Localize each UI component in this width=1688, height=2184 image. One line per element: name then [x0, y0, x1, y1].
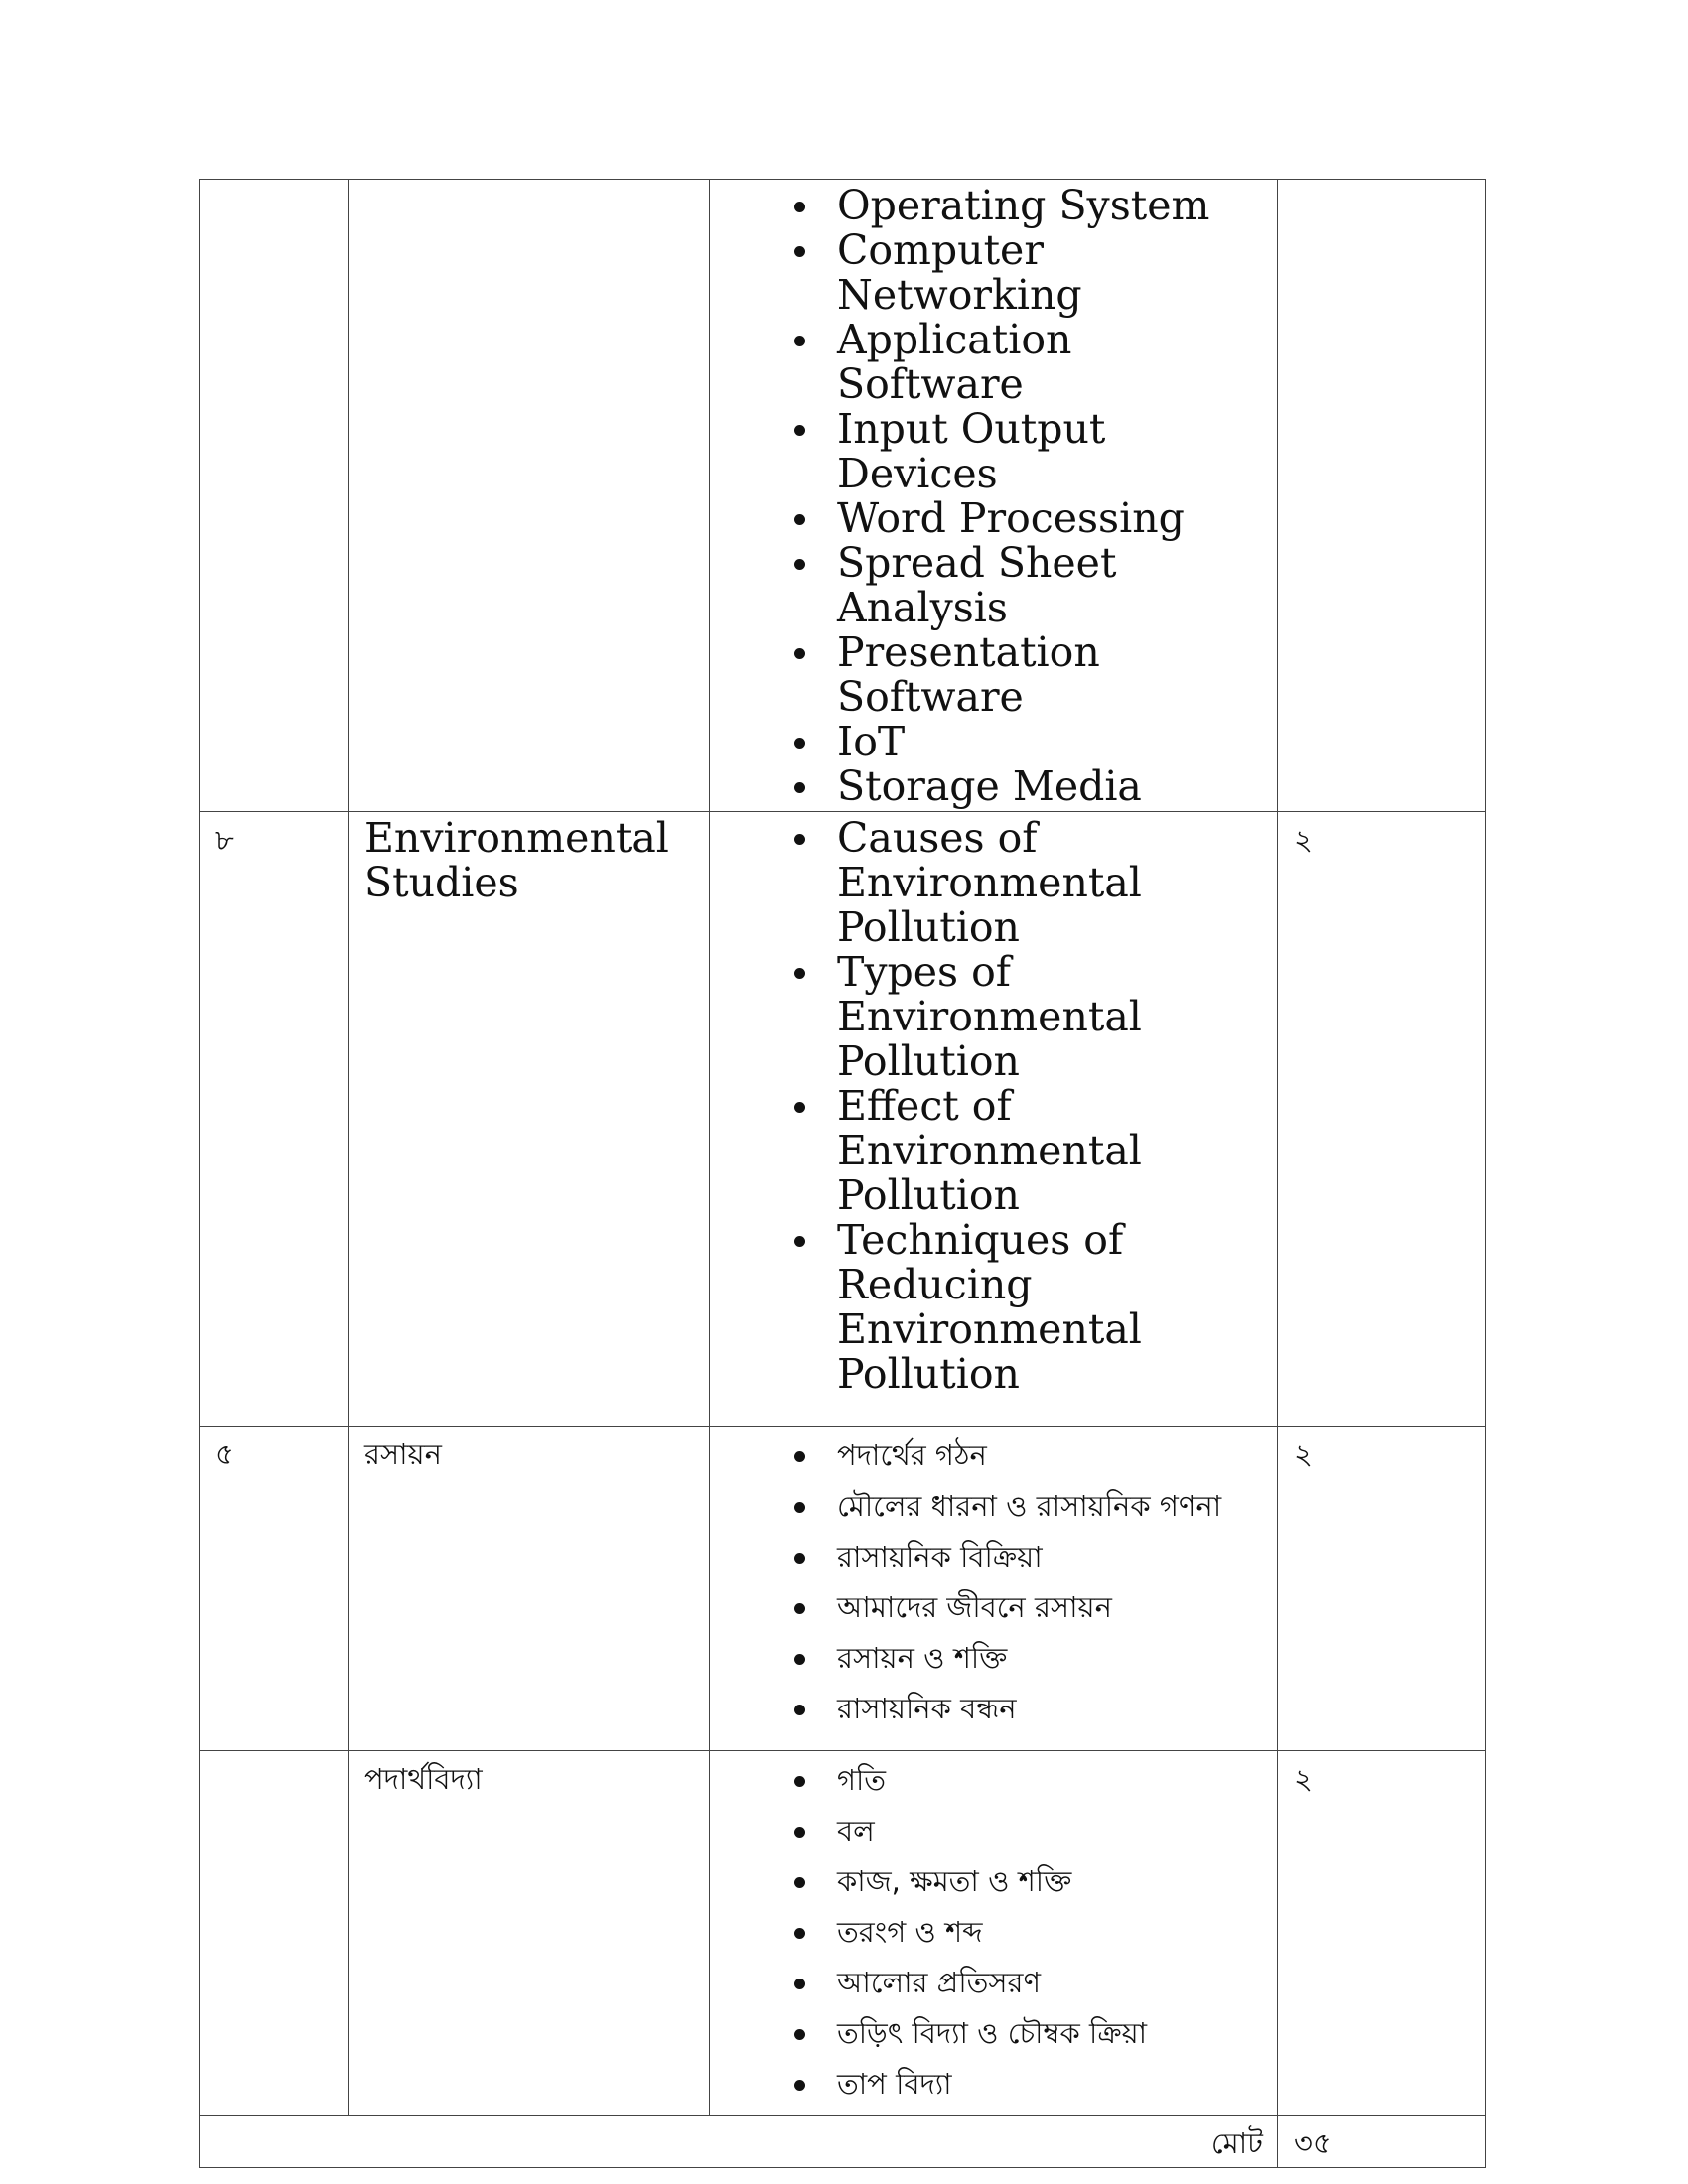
serial-cell: ৫ [200, 1427, 349, 1751]
list-item: IoT [726, 720, 1269, 764]
marks-cell: ২ [1278, 1751, 1486, 2116]
serial-cell [200, 180, 349, 812]
list-item: Spread Sheet Analysis [726, 541, 1269, 630]
list-item: আমাদের জীবনে রসায়ন [726, 1582, 1269, 1633]
list-item: Application Software [726, 318, 1269, 407]
list-item: Types of Environmental Pollution [726, 950, 1269, 1084]
table-row [200, 1751, 1486, 2116]
subject-cell: পদার্থবিদ্যা [349, 1751, 710, 2116]
syllabus-table [199, 179, 1486, 2168]
topics-cell [710, 180, 1278, 812]
topics-cell [710, 812, 1278, 1427]
marks-cell: ২ [1278, 1427, 1486, 1751]
list-item: Techniques of Reducing Environmental Pollution [726, 1218, 1269, 1397]
list-item: তরংগ ও শব্দ [726, 1907, 1269, 1958]
marks-cell [1278, 180, 1486, 812]
list-item: রসায়ন ও শক্তি [726, 1633, 1269, 1684]
serial-cell: ৮ [200, 812, 349, 1427]
table-row [200, 1427, 1486, 1751]
serial-cell [200, 1751, 349, 2116]
list-item: Operating System [726, 184, 1269, 228]
list-item: রাসায়নিক বন্ধন [726, 1684, 1269, 1734]
list-item: আলোর প্রতিসরণ [726, 1958, 1269, 2008]
subject-cell: রসায়ন [349, 1427, 710, 1751]
list-item: Causes of Environmental Pollution [726, 816, 1269, 950]
topic-list [726, 1755, 1269, 2110]
topics-cell [710, 1751, 1278, 2116]
list-item: কাজ, ক্ষমতা ও শক্তি [726, 1856, 1269, 1907]
table-row [200, 812, 1486, 1427]
total-label: মোট [200, 2116, 1278, 2168]
topic-list [726, 816, 1269, 1397]
list-item: রাসায়নিক বিক্রিয়া [726, 1532, 1269, 1582]
topic-list [726, 1431, 1269, 1734]
list-item: Effect of Environmental Pollution [726, 1084, 1269, 1218]
subject-cell: Environmental Studies [349, 812, 710, 1427]
list-item: Presentation Software [726, 630, 1269, 720]
list-item: তড়িৎ বিদ্যা ও চৌম্বক ক্রিয়া [726, 2008, 1269, 2059]
subject-cell [349, 180, 710, 812]
total-value: ৩৫ [1278, 2116, 1486, 2168]
list-item: Input Output Devices [726, 407, 1269, 496]
topic-list [726, 184, 1269, 809]
list-item: গতি [726, 1755, 1269, 1806]
marks-cell: ২ [1278, 812, 1486, 1427]
list-item: Storage Media [726, 764, 1269, 809]
list-item: মৌলের ধারনা ও রাসায়নিক গণনা [726, 1481, 1269, 1532]
total-row [200, 2116, 1486, 2168]
list-item: বল [726, 1806, 1269, 1856]
list-item: পদার্থের গঠন [726, 1431, 1269, 1481]
table-row [200, 180, 1486, 812]
list-item: Computer Networking [726, 228, 1269, 318]
topics-cell [710, 1427, 1278, 1751]
list-item: তাপ বিদ্যা [726, 2059, 1269, 2110]
list-item: Word Processing [726, 496, 1269, 541]
